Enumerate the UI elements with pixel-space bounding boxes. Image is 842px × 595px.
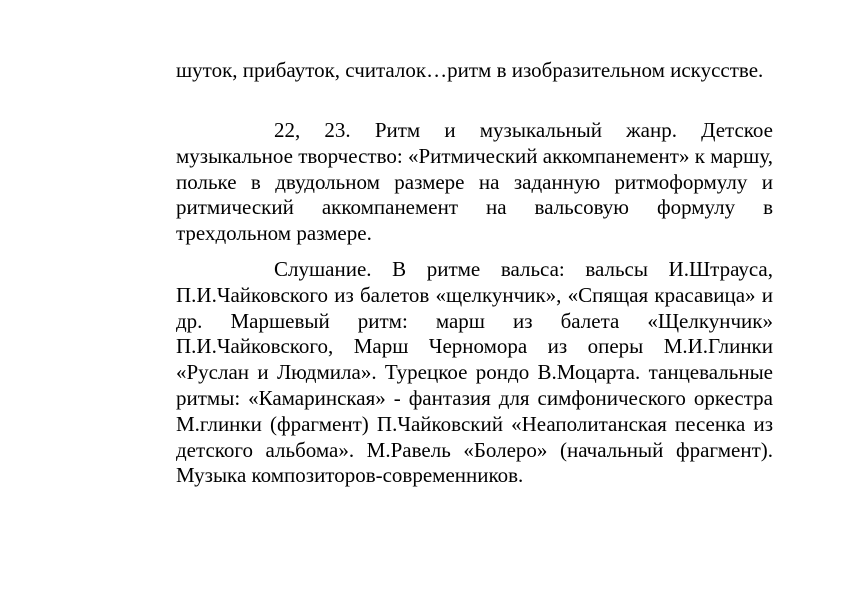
paragraph-continuation: шуток, прибауток, считалок…ритм в изобразительном искусстве. [176, 58, 764, 82]
paragraph-rhythm-genre: 22, 23. Ритм и музыкальный жанр. Детское музыкальное творчество: «Ритмический аккомпанемент» к маршу, польке в двудольном размере на заданную ритмоформулу и ритмический аккомпанемент на вальсовую формулу в трехдольном размере. [176, 118, 773, 246]
paragraph-listening: Слушание. В ритме вальса: вальсы И.Штрауса, П.И.Чайковского из балетов «щелкунчик», «Спящая красавица» и др. Маршевый ритм: марш из балета «Щелкунчик» П.И.Чайковского, Марш Черномора из оперы М.И.Глинки «Руслан и Людмила». Турецкое рондо В.Моцарта. танцевальные ритмы: «Камаринская» - фантазия для симфонического оркестра М.глинки (фрагмент) П.Чайковский «Неаполитанская песенка из детского альбома». М.Равель «Болеро» (начальный фрагмент). Музыка композиторов-современников. [176, 257, 773, 488]
